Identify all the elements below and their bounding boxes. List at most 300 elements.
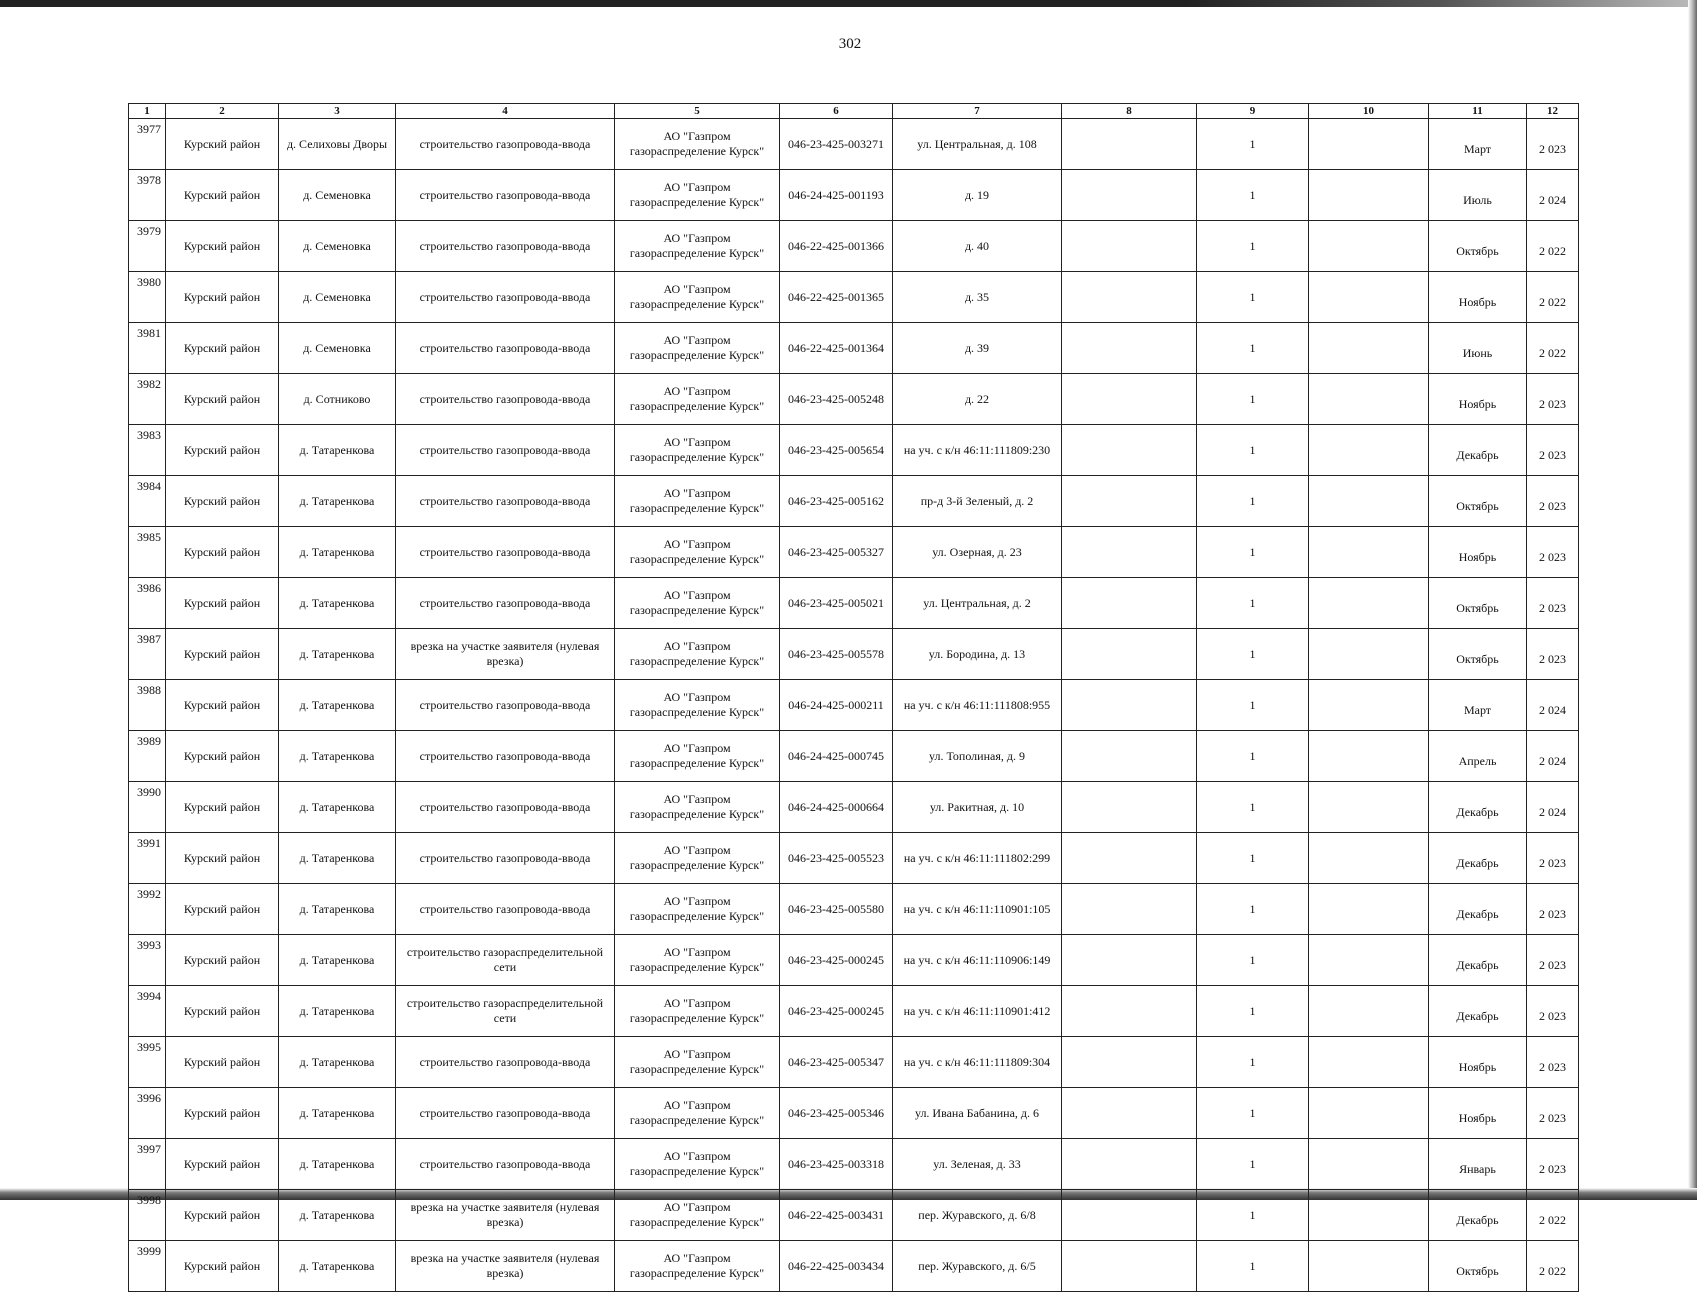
cell-empty-column-10 [1309, 221, 1429, 272]
cell-empty-column-10 [1309, 170, 1429, 221]
cell-year: 2 023 [1527, 833, 1579, 884]
table-row [129, 935, 1579, 986]
cell-organization: АО "Газпром газораспределение Курск" [615, 323, 780, 374]
table-row [129, 272, 1579, 323]
cell-locality: д. Татаренкова [279, 782, 396, 833]
cell-empty-column-10 [1309, 884, 1429, 935]
cell-district: Курский район [166, 935, 279, 986]
cell-year: 2 023 [1527, 884, 1579, 935]
cell-address: ул. Ивана Бабанина, д. 6 [893, 1088, 1062, 1139]
cell-organization: АО "Газпром газораспределение Курск" [615, 425, 780, 476]
cell-organization: АО "Газпром газораспределение Курск" [615, 935, 780, 986]
cell-registry-code: 046-23-425-005580 [780, 884, 893, 935]
cell-empty-column-8 [1062, 935, 1197, 986]
cell-registry-code: 046-23-425-000245 [780, 986, 893, 1037]
cell-empty-column-8 [1062, 1088, 1197, 1139]
cell-empty-column-8 [1062, 170, 1197, 221]
cell-locality: д. Татаренкова [279, 1190, 396, 1241]
table-row [129, 170, 1579, 221]
cell-address: на уч. с к/н 46:11:111808:955 [893, 680, 1062, 731]
cell-empty-column-8 [1062, 578, 1197, 629]
cell-district: Курский район [166, 629, 279, 680]
cell-month: Декабрь [1429, 782, 1527, 833]
cell-address: д. 22 [893, 374, 1062, 425]
cell-row-number: 3982 [129, 374, 166, 425]
column-header-9: 9 [1197, 104, 1309, 119]
cell-organization: АО "Газпром газораспределение Курск" [615, 833, 780, 884]
cell-year: 2 024 [1527, 731, 1579, 782]
cell-work-type: строительство газопровода-ввода [396, 680, 615, 731]
cell-empty-column-8 [1062, 221, 1197, 272]
table-row [129, 1088, 1579, 1139]
cell-quantity: 1 [1197, 170, 1309, 221]
cell-locality: д. Селиховы Дворы [279, 119, 396, 170]
cell-row-number: 3986 [129, 578, 166, 629]
cell-row-number: 3978 [129, 170, 166, 221]
cell-locality: д. Семеновка [279, 323, 396, 374]
cell-work-type: строительство газопровода-ввода [396, 170, 615, 221]
table-row [129, 527, 1579, 578]
table-row [129, 833, 1579, 884]
cell-organization: АО "Газпром газораспределение Курск" [615, 884, 780, 935]
cell-month: Октябрь [1429, 1241, 1527, 1292]
cell-empty-column-8 [1062, 374, 1197, 425]
cell-row-number: 3980 [129, 272, 166, 323]
cell-quantity: 1 [1197, 986, 1309, 1037]
cell-row-number: 3993 [129, 935, 166, 986]
cell-work-type: строительство газопровода-ввода [396, 782, 615, 833]
cell-empty-column-10 [1309, 425, 1429, 476]
cell-month: Ноябрь [1429, 1037, 1527, 1088]
cell-quantity: 1 [1197, 1037, 1309, 1088]
cell-address: на уч. с к/н 46:11:111802:299 [893, 833, 1062, 884]
cell-empty-column-10 [1309, 731, 1429, 782]
table-row [129, 1037, 1579, 1088]
cell-organization: АО "Газпром газораспределение Курск" [615, 1241, 780, 1292]
scan-edge-top [0, 0, 1697, 7]
cell-registry-code: 046-22-425-001364 [780, 323, 893, 374]
cell-district: Курский район [166, 1037, 279, 1088]
column-header-6: 6 [780, 104, 893, 119]
cell-empty-column-10 [1309, 782, 1429, 833]
cell-registry-code: 046-23-425-005523 [780, 833, 893, 884]
cell-empty-column-10 [1309, 527, 1429, 578]
cell-empty-column-8 [1062, 782, 1197, 833]
cell-year: 2 023 [1527, 578, 1579, 629]
cell-locality: д. Татаренкова [279, 986, 396, 1037]
cell-year: 2 023 [1527, 986, 1579, 1037]
cell-work-type: строительство газопровода-ввода [396, 323, 615, 374]
cell-work-type: строительство газопровода-ввода [396, 425, 615, 476]
cell-empty-column-8 [1062, 272, 1197, 323]
cell-registry-code: 046-24-425-000211 [780, 680, 893, 731]
cell-month: Ноябрь [1429, 272, 1527, 323]
cell-registry-code: 046-23-425-005347 [780, 1037, 893, 1088]
column-header-5: 5 [615, 104, 780, 119]
cell-locality: д. Татаренкова [279, 1037, 396, 1088]
table-row [129, 1241, 1579, 1292]
cell-work-type: строительство газопровода-ввода [396, 578, 615, 629]
cell-registry-code: 046-24-425-000745 [780, 731, 893, 782]
cell-empty-column-8 [1062, 884, 1197, 935]
cell-address: пер. Журавского, д. 6/5 [893, 1241, 1062, 1292]
cell-organization: АО "Газпром газораспределение Курск" [615, 680, 780, 731]
cell-organization: АО "Газпром газораспределение Курск" [615, 1088, 780, 1139]
cell-empty-column-10 [1309, 119, 1429, 170]
cell-registry-code: 046-23-425-005162 [780, 476, 893, 527]
cell-organization: АО "Газпром газораспределение Курск" [615, 1037, 780, 1088]
cell-locality: д. Татаренкова [279, 731, 396, 782]
cell-work-type: строительство газораспределительной сети [396, 986, 615, 1037]
cell-month: Март [1429, 680, 1527, 731]
cell-row-number: 3981 [129, 323, 166, 374]
table-row [129, 323, 1579, 374]
cell-quantity: 1 [1197, 782, 1309, 833]
table-row [129, 374, 1579, 425]
cell-year: 2 023 [1527, 527, 1579, 578]
register-table [128, 103, 1579, 1292]
cell-month: Октябрь [1429, 476, 1527, 527]
cell-empty-column-10 [1309, 1139, 1429, 1190]
cell-empty-column-10 [1309, 476, 1429, 527]
cell-month: Декабрь [1429, 1190, 1527, 1241]
cell-empty-column-10 [1309, 272, 1429, 323]
cell-work-type: врезка на участке заявителя (нулевая врезка) [396, 629, 615, 680]
cell-quantity: 1 [1197, 629, 1309, 680]
cell-empty-column-8 [1062, 119, 1197, 170]
cell-address: на уч. с к/н 46:11:110906:149 [893, 935, 1062, 986]
cell-empty-column-10 [1309, 578, 1429, 629]
cell-empty-column-8 [1062, 731, 1197, 782]
cell-address: на уч. с к/н 46:11:110901:105 [893, 884, 1062, 935]
cell-address: на уч. с к/н 46:11:111809:304 [893, 1037, 1062, 1088]
cell-row-number: 3988 [129, 680, 166, 731]
cell-organization: АО "Газпром газораспределение Курск" [615, 272, 780, 323]
cell-month: Июнь [1429, 323, 1527, 374]
cell-locality: д. Татаренкова [279, 476, 396, 527]
scan-edge-right [1688, 0, 1697, 1200]
cell-work-type: строительство газопровода-ввода [396, 731, 615, 782]
cell-district: Курский район [166, 1139, 279, 1190]
cell-empty-column-8 [1062, 629, 1197, 680]
cell-locality: д. Татаренкова [279, 578, 396, 629]
cell-row-number: 3992 [129, 884, 166, 935]
cell-quantity: 1 [1197, 476, 1309, 527]
cell-month: Ноябрь [1429, 527, 1527, 578]
cell-work-type: строительство газопровода-ввода [396, 374, 615, 425]
cell-year: 2 023 [1527, 935, 1579, 986]
cell-address: д. 39 [893, 323, 1062, 374]
cell-row-number: 3990 [129, 782, 166, 833]
cell-address: ул. Зеленая, д. 33 [893, 1139, 1062, 1190]
cell-month: Июль [1429, 170, 1527, 221]
cell-work-type: строительство газораспределительной сети [396, 935, 615, 986]
cell-year: 2 023 [1527, 629, 1579, 680]
cell-locality: д. Татаренкова [279, 527, 396, 578]
cell-empty-column-8 [1062, 680, 1197, 731]
cell-quantity: 1 [1197, 731, 1309, 782]
cell-quantity: 1 [1197, 374, 1309, 425]
cell-row-number: 3979 [129, 221, 166, 272]
cell-row-number: 3995 [129, 1037, 166, 1088]
cell-address: ул. Центральная, д. 108 [893, 119, 1062, 170]
cell-district: Курский район [166, 119, 279, 170]
column-header-2: 2 [166, 104, 279, 119]
cell-year: 2 024 [1527, 680, 1579, 731]
cell-row-number: 3996 [129, 1088, 166, 1139]
cell-district: Курский район [166, 1241, 279, 1292]
cell-month: Декабрь [1429, 833, 1527, 884]
cell-year: 2 023 [1527, 1037, 1579, 1088]
cell-organization: АО "Газпром газораспределение Курск" [615, 374, 780, 425]
cell-year: 2 022 [1527, 1190, 1579, 1241]
cell-district: Курский район [166, 986, 279, 1037]
cell-locality: д. Татаренкова [279, 935, 396, 986]
cell-organization: АО "Газпром газораспределение Курск" [615, 782, 780, 833]
cell-district: Курский район [166, 1190, 279, 1241]
cell-registry-code: 046-24-425-000664 [780, 782, 893, 833]
cell-locality: д. Семеновка [279, 272, 396, 323]
cell-district: Курский район [166, 782, 279, 833]
cell-month: Декабрь [1429, 884, 1527, 935]
cell-locality: д. Татаренкова [279, 629, 396, 680]
cell-locality: д. Татаренкова [279, 680, 396, 731]
cell-empty-column-8 [1062, 527, 1197, 578]
cell-year: 2 023 [1527, 425, 1579, 476]
table-row [129, 680, 1579, 731]
cell-work-type: строительство газопровода-ввода [396, 1139, 615, 1190]
cell-year: 2 022 [1527, 1241, 1579, 1292]
cell-month: Декабрь [1429, 935, 1527, 986]
cell-locality: д. Татаренкова [279, 425, 396, 476]
cell-registry-code: 046-22-425-003434 [780, 1241, 893, 1292]
cell-address: ул. Ракитная, д. 10 [893, 782, 1062, 833]
cell-work-type: врезка на участке заявителя (нулевая врезка) [396, 1190, 615, 1241]
cell-quantity: 1 [1197, 1139, 1309, 1190]
cell-empty-column-8 [1062, 1139, 1197, 1190]
cell-address: ул. Центральная, д. 2 [893, 578, 1062, 629]
cell-empty-column-10 [1309, 833, 1429, 884]
cell-empty-column-10 [1309, 1088, 1429, 1139]
cell-registry-code: 046-22-425-001366 [780, 221, 893, 272]
table-row [129, 221, 1579, 272]
cell-registry-code: 046-23-425-003318 [780, 1139, 893, 1190]
cell-empty-column-8 [1062, 986, 1197, 1037]
cell-registry-code: 046-22-425-003431 [780, 1190, 893, 1241]
cell-locality: д. Семеновка [279, 221, 396, 272]
cell-locality: д. Татаренкова [279, 833, 396, 884]
cell-address: ул. Тополиная, д. 9 [893, 731, 1062, 782]
cell-empty-column-8 [1062, 1241, 1197, 1292]
cell-row-number: 3999 [129, 1241, 166, 1292]
cell-year: 2 023 [1527, 1088, 1579, 1139]
cell-locality: д. Татаренкова [279, 1241, 396, 1292]
cell-quantity: 1 [1197, 527, 1309, 578]
cell-address: д. 35 [893, 272, 1062, 323]
cell-organization: АО "Газпром газораспределение Курск" [615, 578, 780, 629]
column-header-7: 7 [893, 104, 1062, 119]
cell-address: д. 40 [893, 221, 1062, 272]
cell-district: Курский район [166, 884, 279, 935]
cell-month: Ноябрь [1429, 374, 1527, 425]
column-header-3: 3 [279, 104, 396, 119]
cell-locality: д. Сотниково [279, 374, 396, 425]
cell-registry-code: 046-23-425-005327 [780, 527, 893, 578]
cell-month: Декабрь [1429, 425, 1527, 476]
cell-organization: АО "Газпром газораспределение Курск" [615, 731, 780, 782]
cell-registry-code: 046-23-425-005248 [780, 374, 893, 425]
cell-organization: АО "Газпром газораспределение Курск" [615, 527, 780, 578]
cell-empty-column-10 [1309, 1241, 1429, 1292]
cell-empty-column-10 [1309, 1190, 1429, 1241]
cell-registry-code: 046-24-425-001193 [780, 170, 893, 221]
cell-address: на уч. с к/н 46:11:111809:230 [893, 425, 1062, 476]
cell-organization: АО "Газпром газораспределение Курск" [615, 629, 780, 680]
cell-year: 2 022 [1527, 323, 1579, 374]
cell-work-type: строительство газопровода-ввода [396, 833, 615, 884]
cell-month: Январь [1429, 1139, 1527, 1190]
column-header-1: 1 [129, 104, 166, 119]
cell-row-number: 3985 [129, 527, 166, 578]
cell-empty-column-8 [1062, 425, 1197, 476]
cell-year: 2 024 [1527, 782, 1579, 833]
cell-organization: АО "Газпром газораспределение Курск" [615, 986, 780, 1037]
cell-district: Курский район [166, 833, 279, 884]
column-header-4: 4 [396, 104, 615, 119]
cell-registry-code: 046-23-425-000245 [780, 935, 893, 986]
cell-work-type: строительство газопровода-ввода [396, 1037, 615, 1088]
cell-month: Март [1429, 119, 1527, 170]
cell-month: Октябрь [1429, 629, 1527, 680]
cell-quantity: 1 [1197, 119, 1309, 170]
cell-quantity: 1 [1197, 1241, 1309, 1292]
cell-work-type: строительство газопровода-ввода [396, 527, 615, 578]
cell-year: 2 023 [1527, 119, 1579, 170]
cell-month: Октябрь [1429, 578, 1527, 629]
table-row [129, 986, 1579, 1037]
cell-quantity: 1 [1197, 221, 1309, 272]
page-number: 302 [838, 36, 862, 52]
cell-row-number: 3994 [129, 986, 166, 1037]
cell-registry-code: 046-23-425-005021 [780, 578, 893, 629]
cell-organization: АО "Газпром газораспределение Курск" [615, 170, 780, 221]
cell-empty-column-10 [1309, 986, 1429, 1037]
cell-row-number: 3987 [129, 629, 166, 680]
cell-work-type: строительство газопровода-ввода [396, 272, 615, 323]
column-header-8: 8 [1062, 104, 1197, 119]
cell-district: Курский район [166, 680, 279, 731]
cell-locality: д. Татаренкова [279, 1088, 396, 1139]
cell-row-number: 3997 [129, 1139, 166, 1190]
cell-quantity: 1 [1197, 425, 1309, 476]
table-row [129, 629, 1579, 680]
column-header-12: 12 [1527, 104, 1579, 119]
cell-address: д. 19 [893, 170, 1062, 221]
cell-quantity: 1 [1197, 1190, 1309, 1241]
cell-year: 2 022 [1527, 272, 1579, 323]
cell-row-number: 3998 [129, 1190, 166, 1241]
table-row [129, 425, 1579, 476]
cell-work-type: строительство газопровода-ввода [396, 221, 615, 272]
cell-empty-column-10 [1309, 680, 1429, 731]
cell-work-type: строительство газопровода-ввода [396, 1088, 615, 1139]
cell-row-number: 3984 [129, 476, 166, 527]
cell-month: Апрель [1429, 731, 1527, 782]
cell-address: пр-д 3-й Зеленый, д. 2 [893, 476, 1062, 527]
cell-empty-column-10 [1309, 323, 1429, 374]
cell-year: 2 023 [1527, 374, 1579, 425]
cell-quantity: 1 [1197, 578, 1309, 629]
cell-year: 2 023 [1527, 476, 1579, 527]
cell-empty-column-8 [1062, 476, 1197, 527]
cell-month: Октябрь [1429, 221, 1527, 272]
cell-district: Курский район [166, 425, 279, 476]
cell-work-type: строительство газопровода-ввода [396, 476, 615, 527]
cell-row-number: 3991 [129, 833, 166, 884]
cell-row-number: 3977 [129, 119, 166, 170]
cell-address: пер. Журавского, д. 6/8 [893, 1190, 1062, 1241]
cell-district: Курский район [166, 170, 279, 221]
cell-work-type: строительство газопровода-ввода [396, 884, 615, 935]
cell-quantity: 1 [1197, 1088, 1309, 1139]
table-row [129, 1190, 1579, 1241]
cell-year: 2 023 [1527, 1139, 1579, 1190]
cell-row-number: 3989 [129, 731, 166, 782]
cell-organization: АО "Газпром газораспределение Курск" [615, 1190, 780, 1241]
cell-empty-column-8 [1062, 1190, 1197, 1241]
cell-district: Курский район [166, 476, 279, 527]
cell-registry-code: 046-22-425-001365 [780, 272, 893, 323]
cell-quantity: 1 [1197, 833, 1309, 884]
cell-district: Курский район [166, 374, 279, 425]
cell-address: ул. Бородина, д. 13 [893, 629, 1062, 680]
cell-registry-code: 046-23-425-005578 [780, 629, 893, 680]
cell-work-type: строительство газопровода-ввода [396, 119, 615, 170]
cell-quantity: 1 [1197, 272, 1309, 323]
cell-locality: д. Татаренкова [279, 1139, 396, 1190]
table-row [129, 782, 1579, 833]
cell-empty-column-8 [1062, 1037, 1197, 1088]
cell-work-type: врезка на участке заявителя (нулевая врезка) [396, 1241, 615, 1292]
cell-locality: д. Татаренкова [279, 884, 396, 935]
cell-registry-code: 046-23-425-005346 [780, 1088, 893, 1139]
cell-locality: д. Семеновка [279, 170, 396, 221]
cell-year: 2 022 [1527, 221, 1579, 272]
cell-row-number: 3983 [129, 425, 166, 476]
table-body [129, 119, 1579, 1292]
cell-address: ул. Озерная, д. 23 [893, 527, 1062, 578]
cell-district: Курский район [166, 1088, 279, 1139]
cell-quantity: 1 [1197, 680, 1309, 731]
cell-organization: АО "Газпром газораспределение Курск" [615, 1139, 780, 1190]
cell-district: Курский район [166, 221, 279, 272]
cell-quantity: 1 [1197, 935, 1309, 986]
table-row [129, 731, 1579, 782]
column-header-10: 10 [1309, 104, 1429, 119]
cell-organization: АО "Газпром газораспределение Курск" [615, 221, 780, 272]
cell-year: 2 024 [1527, 170, 1579, 221]
cell-district: Курский район [166, 272, 279, 323]
column-number-header [129, 104, 1579, 119]
cell-empty-column-10 [1309, 1037, 1429, 1088]
cell-month: Ноябрь [1429, 1088, 1527, 1139]
table-row [129, 884, 1579, 935]
table-row [129, 578, 1579, 629]
cell-month: Декабрь [1429, 986, 1527, 1037]
cell-organization: АО "Газпром газораспределение Курск" [615, 119, 780, 170]
cell-organization: АО "Газпром газораспределение Курск" [615, 476, 780, 527]
cell-district: Курский район [166, 527, 279, 578]
